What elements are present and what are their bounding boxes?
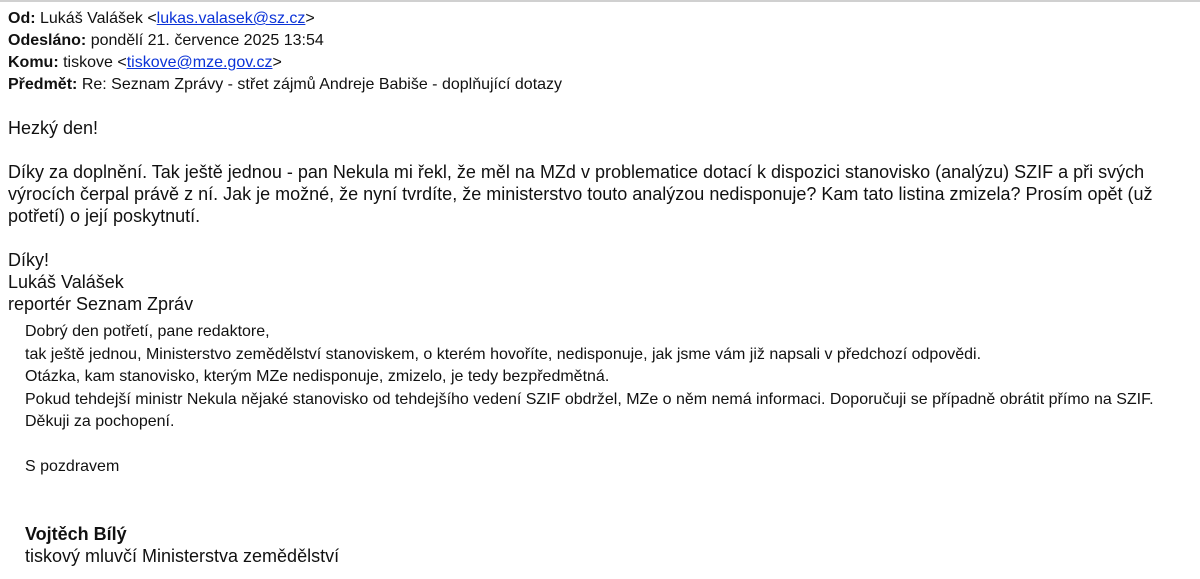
top-divider — [0, 0, 1200, 2]
sent-label: Odesláno: — [8, 32, 87, 49]
reply-signature-role: tiskový mluvčí Ministerstva zemědělství — [25, 546, 340, 566]
message-paragraph: Díky za doplnění. Tak ještě jednou - pan Nekula mi řekl, že měl na MZd v problematice dotací k dispozici stanovisko (analýzu) SZIF a při svých výrocích čerpal právě z ní. Jak je možné, že nyní tvrdíte, že ministerstvo touto analýzou nedisponuje? Kam tato listina zmizela? Prosím opět (už potřetí) o její poskytnutí. — [8, 162, 1153, 226]
reply-line-3: Pokud tehdejší ministr Nekula nějaké stanovisko od tehdejšího vedení SZIF obdržel, MZe o něm nemá informaci. Doporučuji se případně obrátit přímo na SZIF. — [25, 390, 1154, 408]
subject-value: Re: Seznam Zprávy - střet zájmů Andreje Babiše - doplňující dotazy — [81, 76, 563, 93]
to-label: Komu: — [8, 54, 59, 71]
header-sent-row — [8, 30, 562, 52]
message-thanks: Díky! — [8, 250, 50, 270]
reply-line-1: tak ještě jednou, Ministerstvo zemědělství stanoviskem, o kterém hovoříte, nedisponuje, jak jsme vám již napsali v předchozí odpovědi. — [25, 345, 982, 363]
from-name: Lukáš Valášek < — [40, 10, 157, 27]
header-subject-row — [8, 74, 562, 96]
from-label: Od: — [8, 10, 36, 27]
quoted-reply — [25, 321, 1195, 567]
to-email-link[interactable]: tiskove@mze.gov.cz — [126, 54, 273, 71]
message-greeting: Hezký den! — [8, 118, 99, 138]
reply-greeting: Dobrý den potřetí, pane redaktore, — [25, 323, 270, 340]
message-body — [8, 117, 1196, 315]
sent-value: pondělí 21. července 2025 13:54 — [90, 32, 324, 49]
from-close: > — [305, 10, 315, 27]
reply-line-2: Otázka, kam stanovisko, kterým MZe nedisponuje, zmizelo, je tedy bezpředmětná. — [25, 368, 610, 385]
header-from-row — [8, 8, 562, 30]
header-to-row — [8, 52, 562, 74]
to-name: tiskove < — [63, 54, 127, 71]
message-signature-role: reportér Seznam Zpráv — [8, 294, 194, 314]
email-header — [8, 8, 562, 96]
reply-closing: S pozdravem — [25, 457, 120, 475]
reply-signature-name: Vojtěch Bílý — [25, 524, 127, 544]
to-close: > — [272, 54, 282, 71]
reply-line-4: Děkuji za pochopení. — [25, 413, 175, 430]
from-email-link[interactable]: lukas.valasek@sz.cz — [156, 10, 306, 27]
message-signature-name: Lukáš Valášek — [8, 272, 124, 292]
subject-label: Předmět: — [8, 76, 78, 93]
